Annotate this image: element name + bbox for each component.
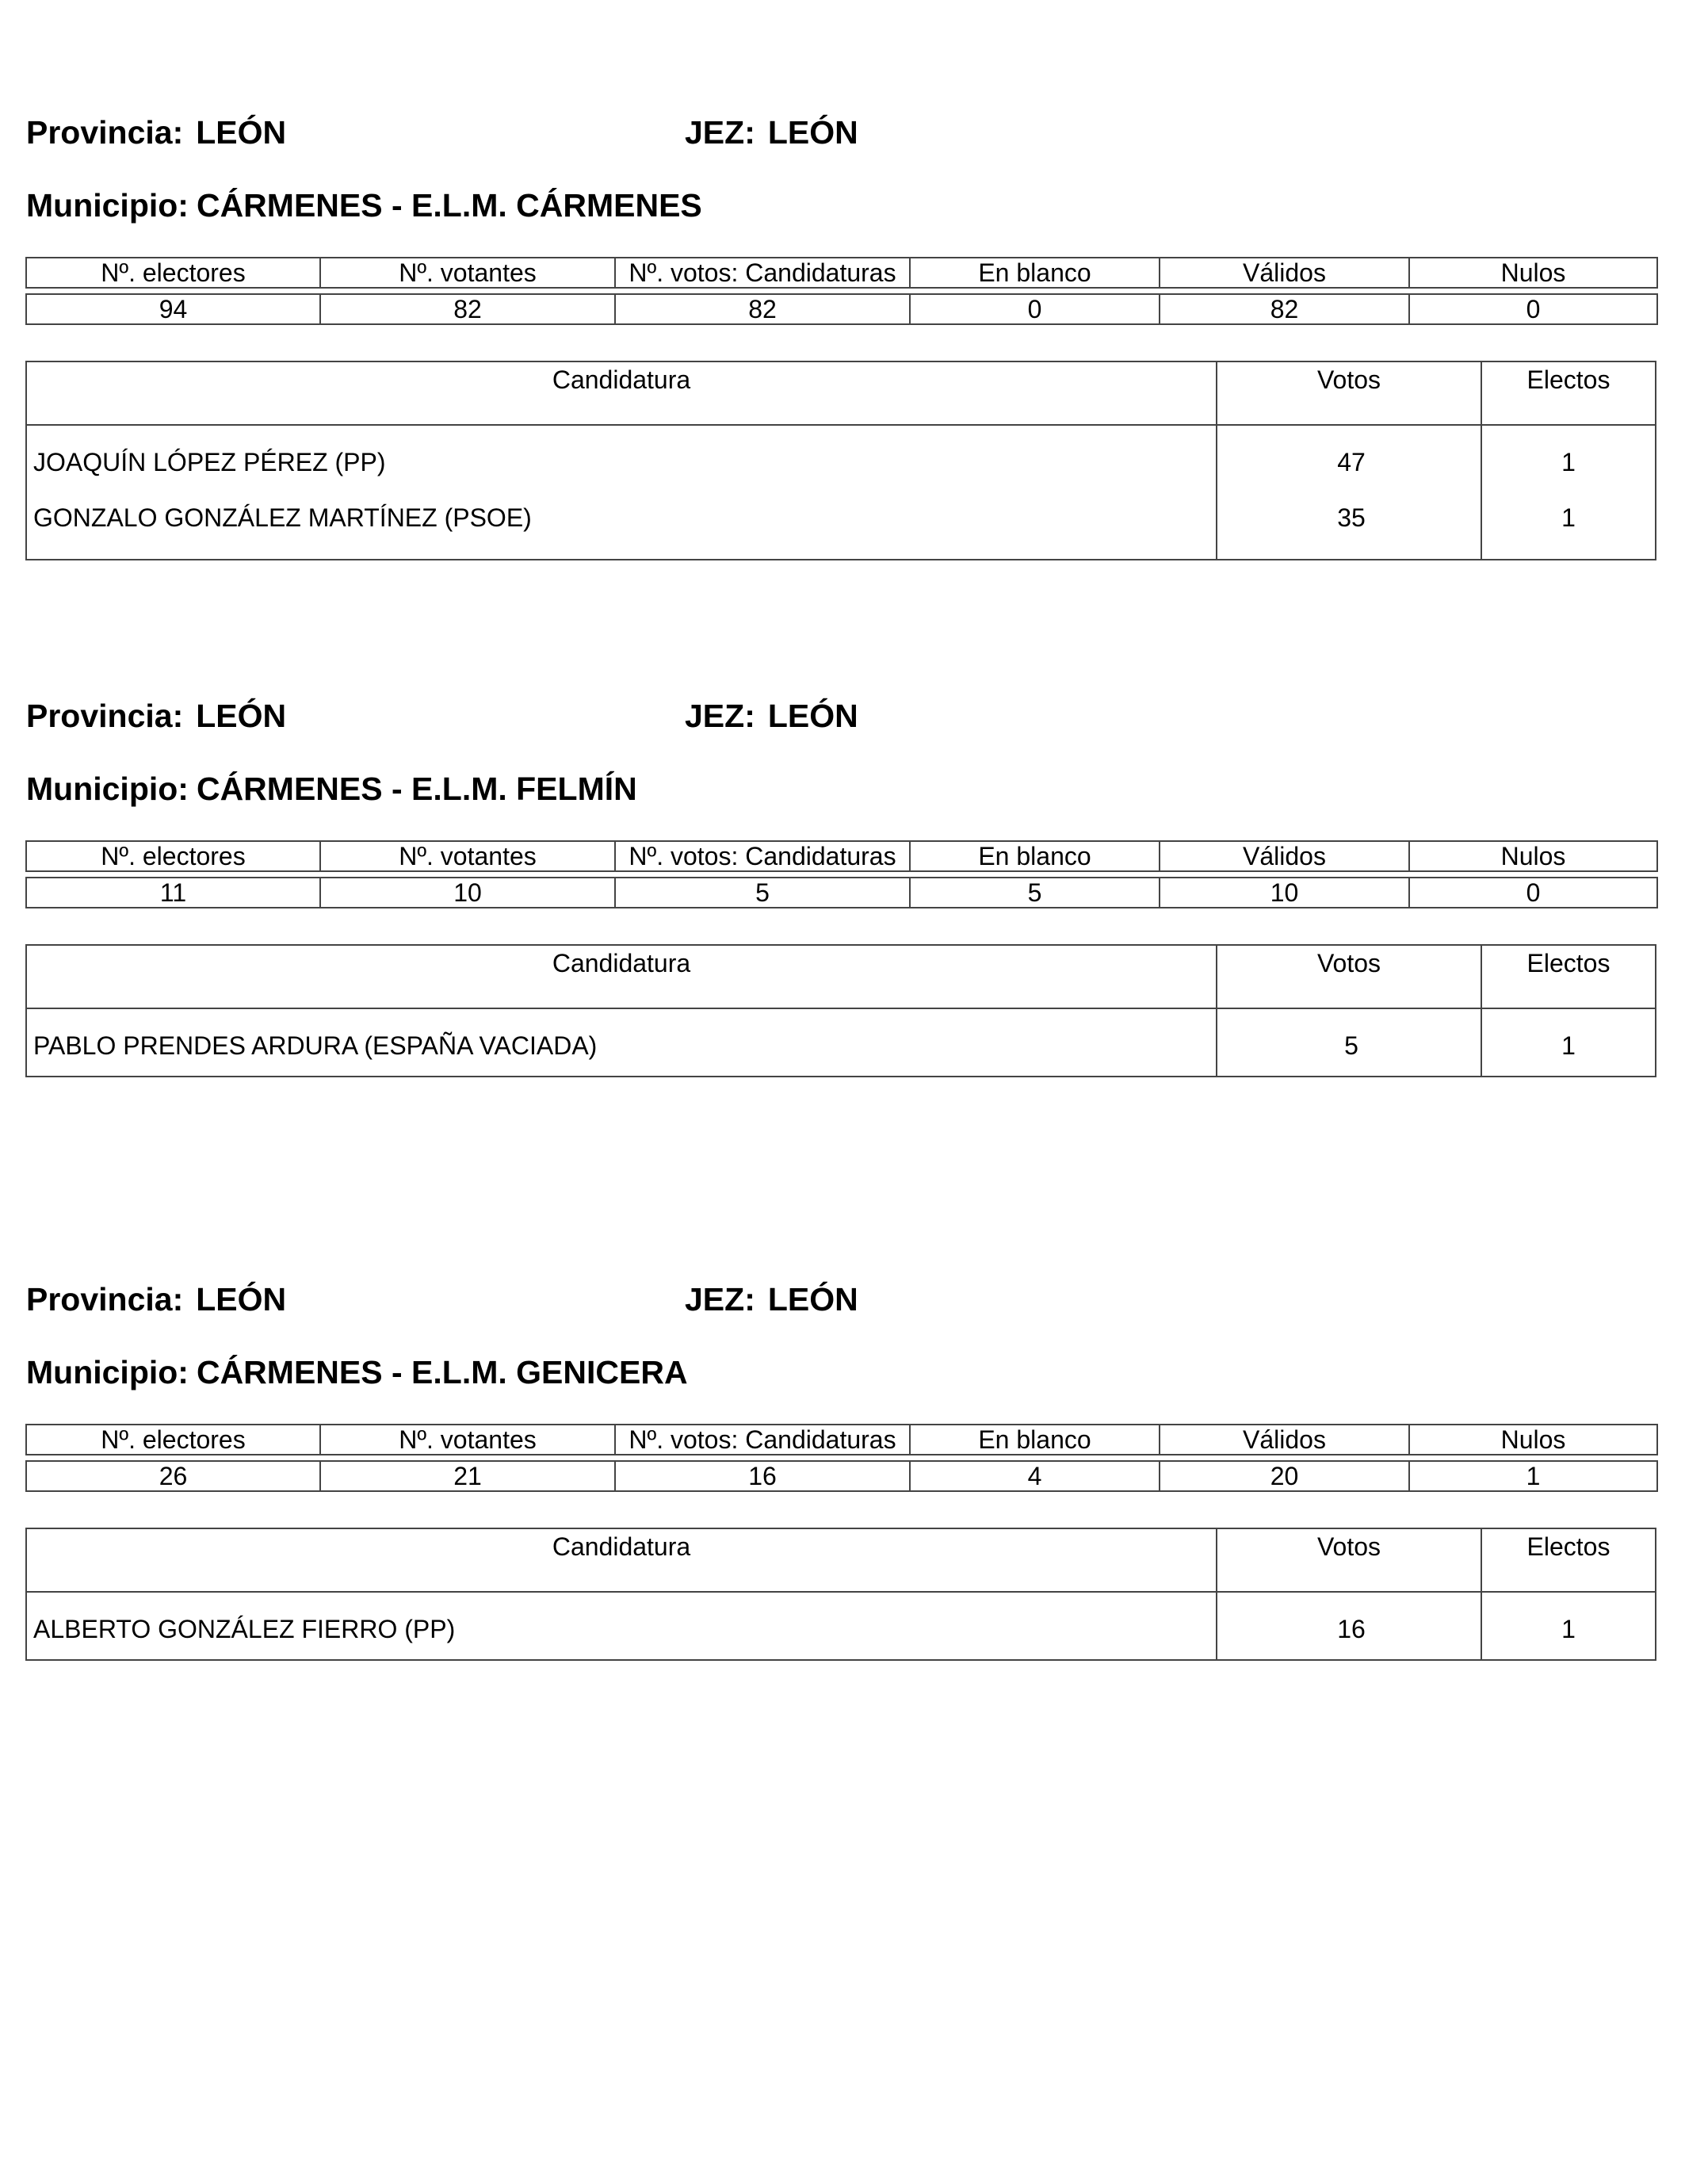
votos-candidaturas-header: Nº. votos: Candidaturas: [615, 841, 910, 871]
validos-value: 10: [1160, 878, 1409, 908]
municipio-line: [26, 771, 637, 808]
en-blanco-value: 0: [910, 294, 1160, 324]
validos-header: Válidos: [1160, 841, 1409, 871]
summary-table: [25, 840, 1658, 908]
municipio-label: Municipio:: [26, 1354, 189, 1390]
jez-label: JEZ:: [685, 698, 755, 734]
candidate-name: ALBERTO GONZÁLEZ FIERRO (PP): [27, 1593, 1217, 1659]
summary-values-row: [26, 878, 1657, 908]
candidates-table: [25, 944, 1656, 1077]
en-blanco-value: 4: [910, 1461, 1160, 1491]
votos-candidaturas-header: Nº. votos: Candidaturas: [615, 1425, 910, 1455]
votos-candidaturas-header: Nº. votos: Candidaturas: [615, 258, 910, 288]
candidate-row: [27, 1593, 1655, 1659]
municipio-label: Municipio:: [26, 771, 189, 807]
electores-header: Nº. electores: [26, 1425, 320, 1455]
provincia-value: LEÓN: [196, 698, 287, 734]
candidate-electos: 1: [1561, 448, 1576, 476]
candidatura-header: Candidatura: [27, 946, 1217, 1008]
candidate-row: [27, 426, 1655, 492]
municipio-line: [26, 1354, 688, 1391]
electores-header: Nº. electores: [26, 841, 320, 871]
municipio-value: CÁRMENES - E.L.M. CÁRMENES: [196, 187, 702, 224]
electores-value: 94: [26, 294, 320, 324]
jez-value: LEÓN: [767, 114, 858, 151]
validos-value: 20: [1160, 1461, 1409, 1491]
jez-line: [685, 114, 858, 151]
votos-header: Votos: [1217, 946, 1482, 1008]
jez-label: JEZ:: [685, 1281, 755, 1318]
en-blanco-header: En blanco: [910, 1425, 1160, 1455]
candidates-header-row: [27, 946, 1655, 1009]
votantes-value: 10: [320, 878, 615, 908]
votos-candidaturas-value: 82: [615, 294, 910, 324]
candidate-electos: 1: [1561, 1615, 1576, 1643]
candidatura-header: Candidatura: [27, 362, 1217, 424]
en-blanco-value: 5: [910, 878, 1160, 908]
candidate-votos: 5: [1217, 1009, 1482, 1076]
summary-header-row: [26, 841, 1657, 871]
jez-line: [685, 698, 858, 735]
municipio-value: CÁRMENES - E.L.M. GENICERA: [196, 1354, 688, 1390]
provincia-label: Provincia:: [26, 114, 184, 151]
provincia-line: [26, 698, 286, 735]
candidate-votos: 35: [1217, 492, 1482, 559]
municipio-line: [26, 187, 702, 224]
summary-values-row: [26, 294, 1657, 324]
candidatura-header: Candidatura: [27, 1529, 1217, 1591]
candidate-electos: 1: [1561, 503, 1576, 532]
candidate-votos: 47: [1217, 426, 1482, 492]
votos-header: Votos: [1217, 362, 1482, 424]
electos-header: Electos: [1526, 1532, 1610, 1561]
jez-line: [685, 1281, 858, 1318]
candidate-row: [27, 1009, 1655, 1076]
nulos-header: Nulos: [1409, 1425, 1657, 1455]
candidate-name: GONZALO GONZÁLEZ MARTÍNEZ (PSOE): [27, 492, 1217, 559]
electos-header: Electos: [1526, 365, 1610, 394]
votos-candidaturas-value: 16: [615, 1461, 910, 1491]
candidates-table: [25, 361, 1656, 560]
municipio-value: CÁRMENES - E.L.M. FELMÍN: [196, 771, 637, 807]
section-carmenes: [0, 0, 1685, 532]
en-blanco-header: En blanco: [910, 258, 1160, 288]
summary-table: [25, 1424, 1658, 1492]
votantes-header: Nº. votantes: [320, 841, 615, 871]
provincia-value: LEÓN: [196, 1281, 287, 1318]
electores-value: 11: [26, 878, 320, 908]
candidates-table: [25, 1528, 1656, 1661]
votantes-value: 82: [320, 294, 615, 324]
candidate-name: JOAQUÍN LÓPEZ PÉREZ (PP): [27, 426, 1217, 492]
candidates-header-row: [27, 362, 1655, 426]
votos-candidaturas-value: 5: [615, 878, 910, 908]
candidates-header-row: [27, 1529, 1655, 1593]
jez-value: LEÓN: [767, 1281, 858, 1318]
electos-header: Electos: [1526, 949, 1610, 977]
votantes-header: Nº. votantes: [320, 1425, 615, 1455]
section-genicera: [0, 1167, 1685, 1674]
nulos-value: 0: [1409, 878, 1657, 908]
candidate-votos: 16: [1217, 1593, 1482, 1659]
candidate-row: [27, 492, 1655, 559]
electores-value: 26: [26, 1461, 320, 1491]
electores-header: Nº. electores: [26, 258, 320, 288]
jez-label: JEZ:: [685, 114, 755, 151]
votantes-header: Nº. votantes: [320, 258, 615, 288]
municipio-label: Municipio:: [26, 187, 189, 224]
provincia-line: [26, 114, 286, 151]
provincia-label: Provincia:: [26, 1281, 184, 1318]
candidate-name: PABLO PRENDES ARDURA (ESPAÑA VACIADA): [27, 1009, 1217, 1076]
provincia-line: [26, 1281, 286, 1318]
nulos-header: Nulos: [1409, 841, 1657, 871]
provincia-value: LEÓN: [196, 114, 287, 151]
nulos-header: Nulos: [1409, 258, 1657, 288]
validos-header: Válidos: [1160, 258, 1409, 288]
validos-header: Válidos: [1160, 1425, 1409, 1455]
section-felmin: [0, 583, 1685, 1091]
validos-value: 82: [1160, 294, 1409, 324]
nulos-value: 1: [1409, 1461, 1657, 1491]
votos-header: Votos: [1217, 1529, 1482, 1591]
en-blanco-header: En blanco: [910, 841, 1160, 871]
summary-header-row: [26, 1425, 1657, 1455]
nulos-value: 0: [1409, 294, 1657, 324]
provincia-label: Provincia:: [26, 698, 184, 734]
summary-table: [25, 257, 1658, 325]
jez-value: LEÓN: [767, 698, 858, 734]
summary-values-row: [26, 1461, 1657, 1491]
votantes-value: 21: [320, 1461, 615, 1491]
summary-header-row: [26, 258, 1657, 288]
candidate-electos: 1: [1561, 1031, 1576, 1060]
